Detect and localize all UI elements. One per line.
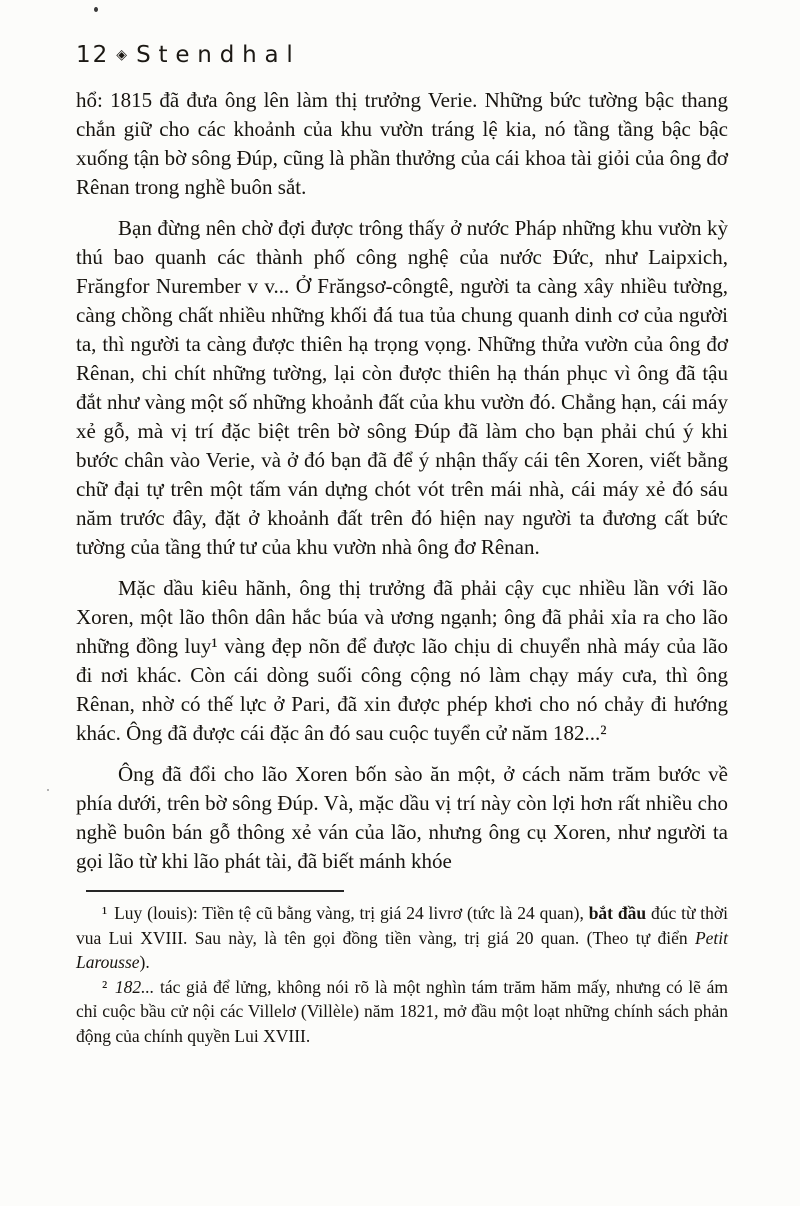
footnote-1-text-a: Luy (louis): Tiền tệ cũ bằng vàng, trị giá 24 livrơ (tức là 24 quan),	[114, 903, 589, 923]
body-text	[76, 86, 728, 876]
paragraph-4: Ông đã đổi cho lão Xoren bốn sào ăn một, ở cách năm trăm bước về phía dưới, trên bờ sông Đúp. Và, mặc dầu vị trí này còn lợi hơn rất nhiều cho nghề buôn bán gỗ thông xẻ ván của lão, nhưng ông cụ Xoren, như người ta gọi lão từ khi lão phát tài, đã biết mánh khóe	[76, 762, 728, 873]
page-content	[76, 40, 728, 1048]
page-number: 12	[76, 42, 110, 68]
footnote-2	[76, 975, 728, 1049]
footnote-2-italic-lead: 182...	[114, 976, 155, 997]
footnotes-block	[76, 901, 728, 1048]
footnote-1-italic-title: Petit Larousse	[76, 927, 728, 972]
footnote-1	[76, 901, 728, 975]
footnote-1-bold-text: bắt đầu	[588, 903, 647, 923]
ink-speck-left	[47, 789, 49, 791]
paragraph-1: hổ: 1815 đã đưa ông lên làm thị trưởng Verie. Những bức tường bậc thang chắn giữ cho các khoảnh của khu vườn tráng lệ kia, nó tầng tầng bậc bậc xuống tận bờ sông Đúp, cũng là phần thưởng của cái khoa tài giỏi của ông đơ Rênan trong nghề buôn sắt.	[76, 88, 728, 199]
footnote-1-text-b: đúc từ thời vua Lui XVIII. Sau này, là tên gọi đồng tiền vàng, trị giá 20 quan. (Theo tự điển	[76, 903, 729, 948]
footnote-1-marker: ¹	[102, 903, 115, 923]
paragraph-2: Bạn đừng nên chờ đợi được trông thấy ở nước Pháp những khu vườn kỳ thú bao quanh các thành phố công nghệ của nước Đức, như Laipxich, Frăngfor Nurember v v... Ở Frăngsơ-côngtê, người ta càng xây nhiều tường, càng chồng chất nhiều những khối đá tua tủa chung quanh dinh cơ của người ta, thì người ta càng được thiên hạ trọng vọng. Những thửa vườn của ông đơ Rênan, chi chít những tường, lại còn được thiên hạ thán phục vì ông đã tậu đắt như vàng một số những khoảnh đất của khu vườn đó. Chẳng hạn, cái máy xẻ gỗ, mà vị trí đặc biệt trên bờ sông Đúp đã làm cho bạn phải chú ý khi bước chân vào Verie, và ở đó bạn đã để ý nhận thấy cái tên Xoren, viết bằng chữ đại tự trên một tấm ván dựng chót vót trên mái nhà, cái máy xẻ đó sáu năm trước đây, đặt ở khoảnh đất trên đó hiện nay người ta đương cất bức tường của tầng thứ tư của khu vườn nhà ông đơ Rênan.	[76, 216, 728, 559]
footnote-1-text-c: ).	[139, 952, 150, 972]
footnote-2-marker: ²	[102, 976, 115, 997]
footnote-2-text: tác giả để lửng, không nói rõ là một nghìn tám trăm hăm mấy, nhưng có lẽ ám chỉ cuộc bầu cử nội các Villelơ (Villèle) năm 1821, mở đầu một loạt những chính sách phản động của chính quyền Lui XVIII.	[76, 976, 728, 1046]
ink-speck-top	[94, 7, 98, 12]
footnote-separator-rule	[86, 890, 344, 892]
paragraph-3: Mặc dầu kiêu hãnh, ông thị trưởng đã phải cậy cục nhiều lần với lão Xoren, một lão thôn dân hắc búa và ương ngạnh; ông đã phải xỉa ra cho lão những đồng luy¹ vàng đẹp nõn để được lão chịu di chuyển nhà máy của lão đi nơi khác. Còn cái dòng suối công cộng nó làm chạy máy cưa, thì ông Rênan, nhờ có thế lực ở Pari, đã xin được phép khơi cho nó chảy đi hướng khác. Ông đã được cái đặc ân đó sau cuộc tuyển cử năm 182...²	[76, 576, 728, 745]
running-header	[76, 40, 728, 70]
diamond-ornament-icon: ◈	[116, 47, 128, 63]
running-header-title: Stendhal	[136, 42, 301, 68]
